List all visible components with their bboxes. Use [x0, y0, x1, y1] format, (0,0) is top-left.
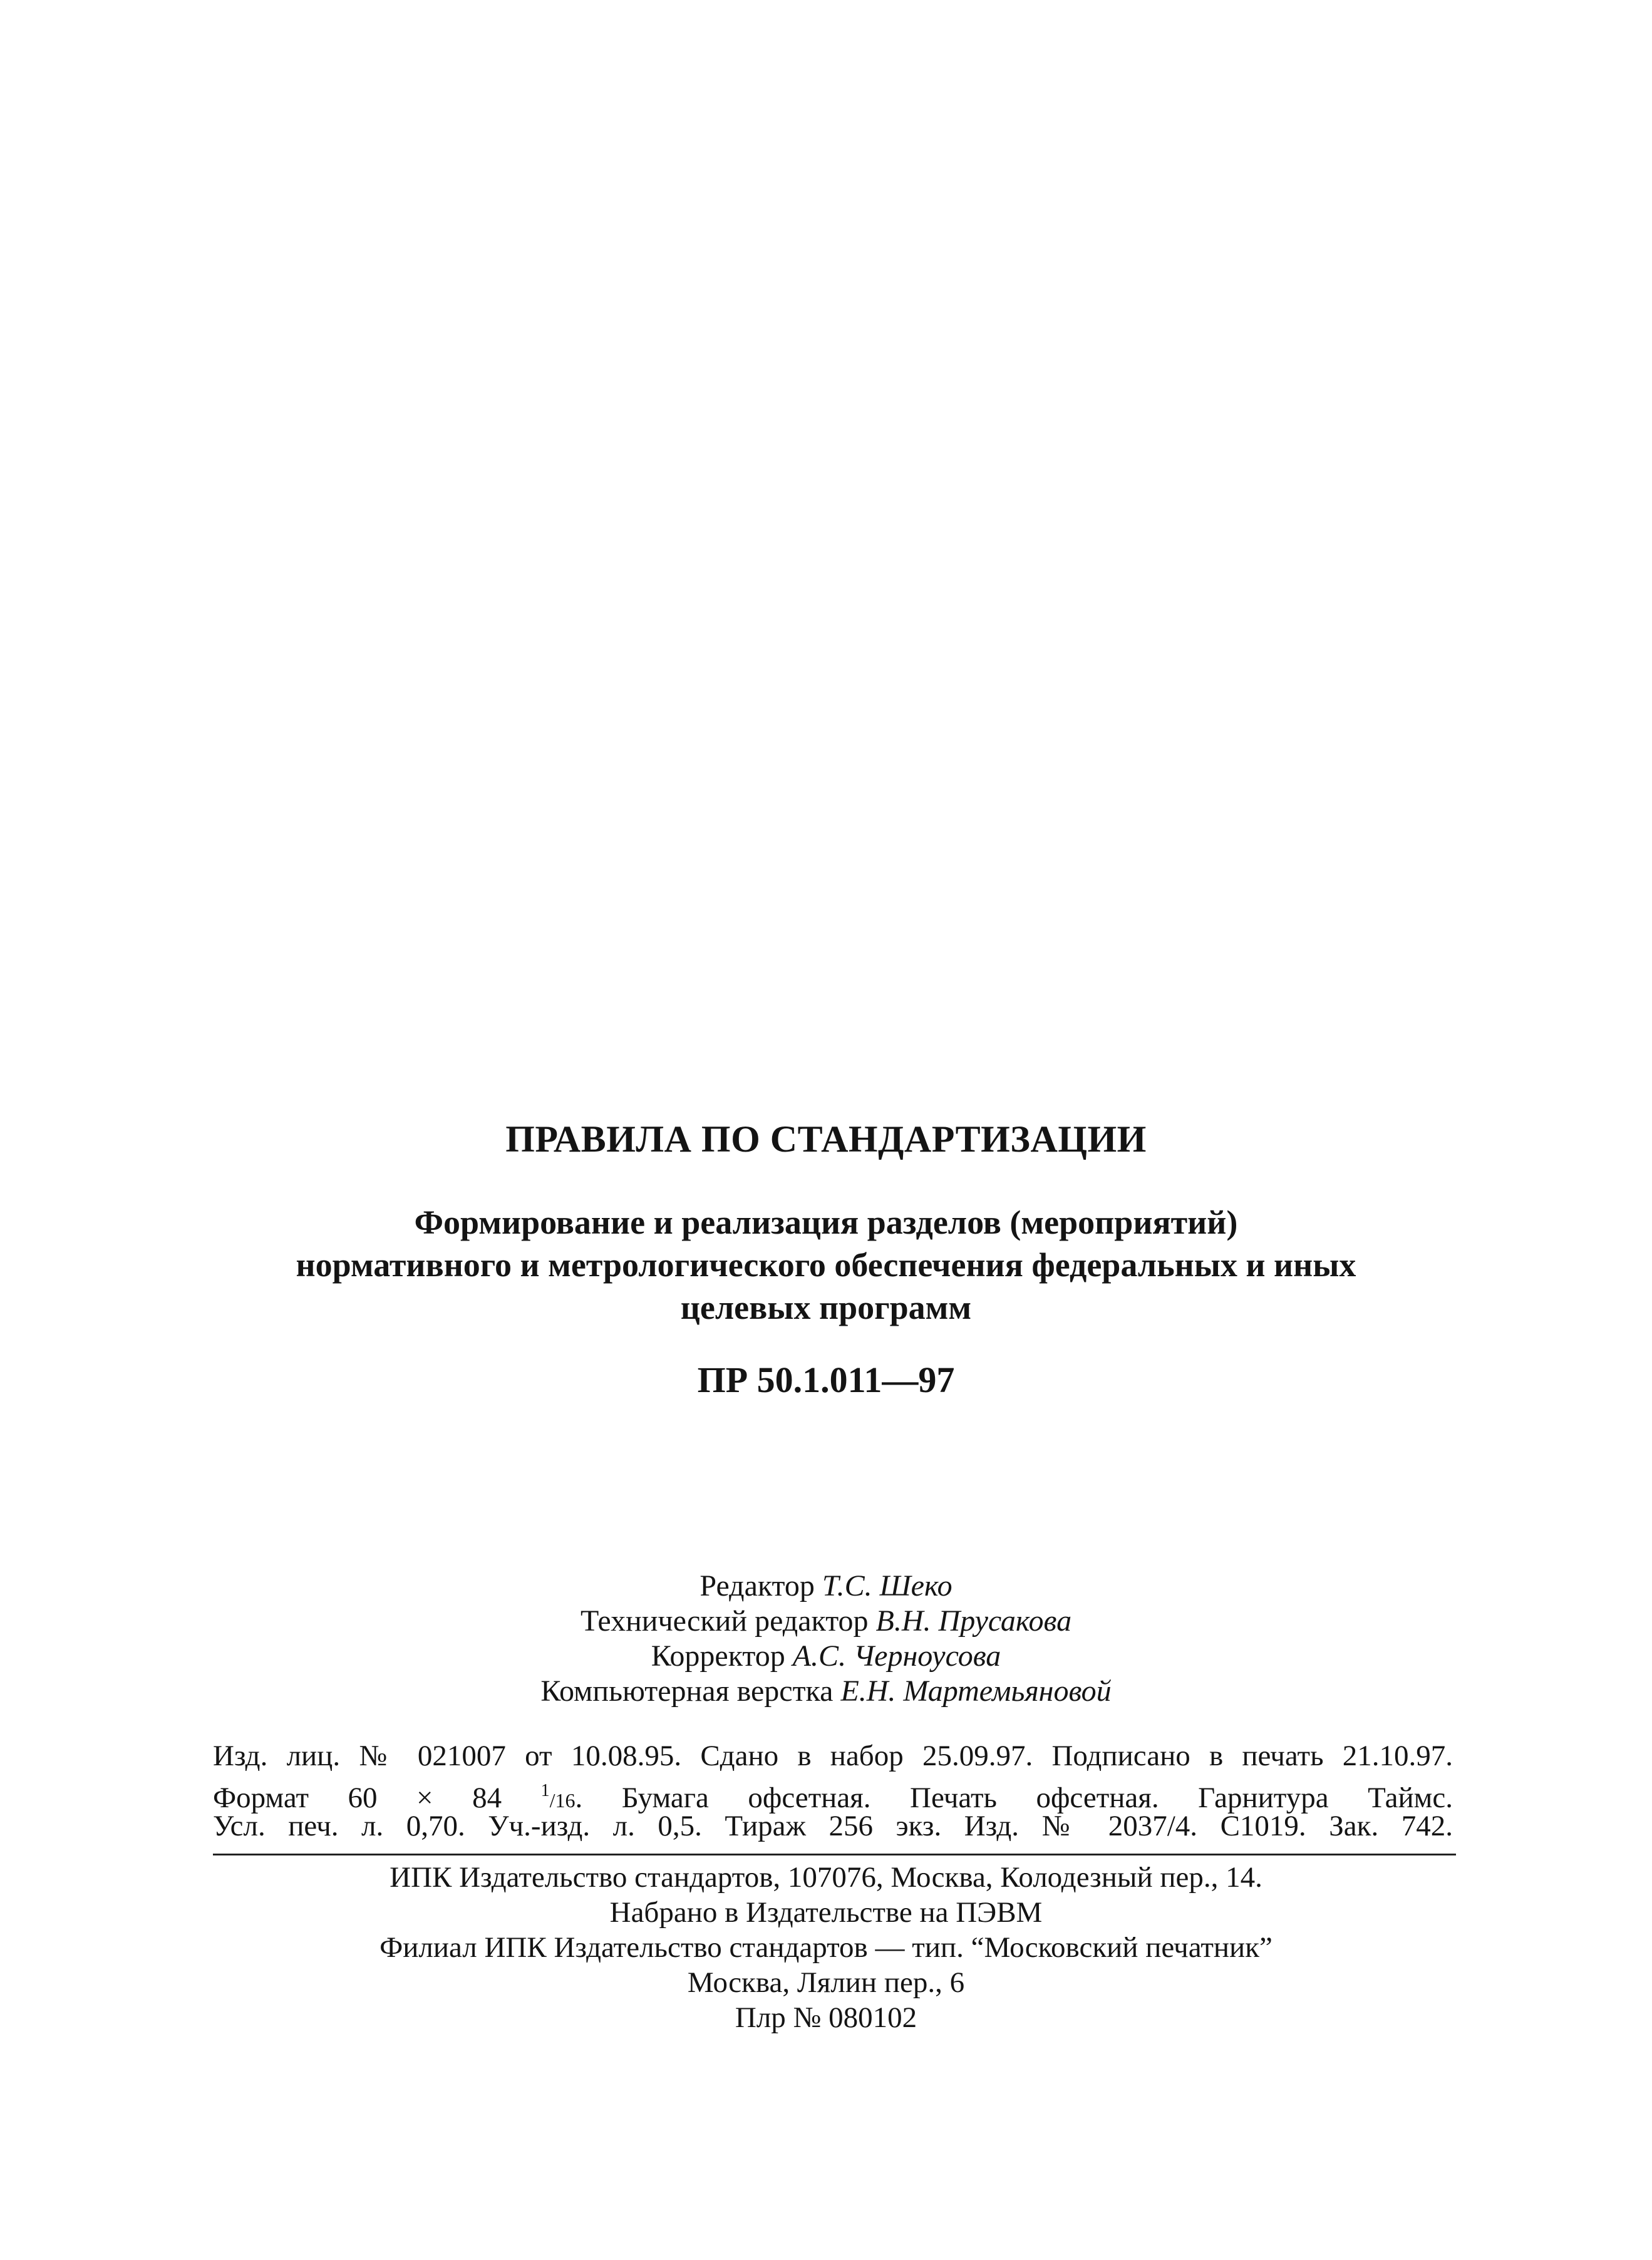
imprint-line-4: Москва, Лялин пер., 6 [687, 1966, 965, 1999]
document-title: ПРАВИЛА ПО СТАНДАРТИЗАЦИИ [505, 1118, 1147, 1160]
staff-name: Е.Н. Мартемьяновой [840, 1674, 1112, 1708]
staff-name: Т.С. Шеко [822, 1569, 952, 1602]
staff-name: В.Н. Прусакова [875, 1604, 1072, 1638]
staff-role: Компьютерная верстка [540, 1674, 834, 1708]
publication-line-1: Изд. лиц. № 021007 от 10.08.95. Сдано в набор 25.09.97. Подписано в печать 21.10.97. [213, 1740, 1453, 1772]
staff-role: Корректор [651, 1639, 785, 1673]
format-prefix: Формат 60 × 84 [213, 1782, 502, 1814]
subtitle-line-3: целевых программ [680, 1289, 972, 1326]
imprint-line-5: Плр № 080102 [735, 2001, 917, 2034]
format-fraction-numerator: 1 [540, 1781, 550, 1800]
imprint-line-3: Филиал ИПК Издательство стандартов — тип. “Московский печатник” [379, 1931, 1273, 1964]
staff-proofreader [0, 1639, 1652, 1674]
staff-name: А.С. Черноусова [792, 1639, 1001, 1673]
staff-role: Редактор [700, 1569, 815, 1602]
separator-rule [213, 1854, 1456, 1855]
staff-role: Технический редактор [580, 1604, 869, 1638]
publication-line-3: Усл. печ. л. 0,70. Уч.-изд. л. 0,5. Тираж 256 экз. Изд. № 2037/4. С1019. Зак. 742. [213, 1810, 1453, 1842]
staff-technical-editor [0, 1604, 1652, 1639]
staff-editor [0, 1569, 1652, 1604]
imprint-line-1: ИПК Издательство стандартов, 107076, Москва, Колодезный пер., 14. [390, 1861, 1262, 1894]
imprint-line-2: Набрано в Издательстве на ПЭВМ [609, 1896, 1043, 1929]
format-fraction-denominator: /16 [549, 1789, 576, 1812]
format-suffix: . Бумага офсетная. Печать офсетная. Гарнитура Таймс. [575, 1782, 1453, 1814]
subtitle-line-2: нормативного и метрологического обеспечения федеральных и иных [296, 1246, 1356, 1284]
document-code: ПР 50.1.011—97 [697, 1360, 955, 1400]
staff-layout [0, 1674, 1652, 1709]
subtitle-line-1: Формирование и реализация разделов (мероприятий) [414, 1204, 1238, 1241]
